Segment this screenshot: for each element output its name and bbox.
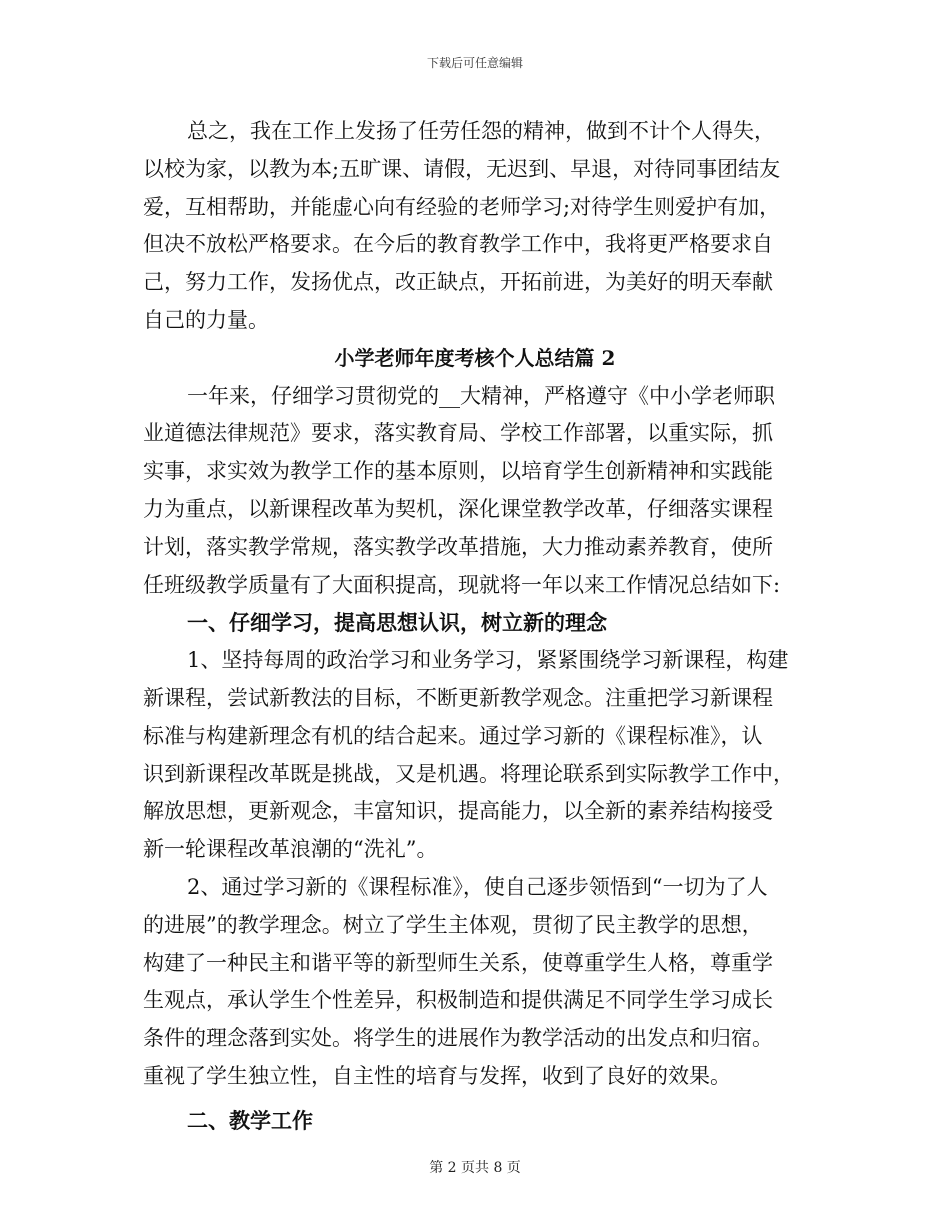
page-footer: 第 2 页共 8 页 — [429, 1160, 521, 1176]
section-title: 小学老师年度考核个人总结篇 2 — [334, 345, 616, 370]
document-body — [143, 113, 807, 1140]
paragraph-line: 标准与构建新理念有机的结合起来。通过学习新的《课程标准》，认 — [143, 723, 763, 748]
paragraph-line: 生观点，承认学生个性差异，积极制造和提供满足不同学生学习成长 — [143, 988, 773, 1013]
paragraph-line: 构建了一种民主和谐平等的新型师生关系，使尊重学生人格，尊重学 — [143, 950, 773, 975]
paragraph-line: 业道德法律规范》要求，落实教育局、学校工作部署，以重实际，抓 — [143, 421, 773, 446]
paragraph-line: 1、坚持每周的政治学习和业务学习，紧紧围绕学习新课程，构建 — [187, 648, 789, 673]
paragraph-line: 2、通过学习新的《课程标准》，使自己逐步领悟到“一切为了人 — [187, 874, 768, 899]
paragraph-line: 条件的理念落到实处。将学生的进展作为教学活动的出发点和归宿。 — [143, 1026, 773, 1051]
paragraph-line: 计划，落实教学常规，落实教学改革措施，大力推动素养教育，使所 — [143, 534, 773, 559]
paragraph-line: 实事，求实效为教学工作的基本原则，以培育学生创新精神和实践能 — [143, 459, 773, 484]
paragraph-line: 总之，我在工作上发扬了任劳任怨的精神，做到不计个人得失， — [187, 119, 775, 143]
paragraph-line: 的进展”的教学理念。树立了学生主体观，贯彻了民主教学的思想， — [143, 912, 763, 937]
paragraph-line: 新一轮课程改革浪潮的“洗礼”。 — [143, 837, 438, 862]
paragraph-line: 以校为家，以教为本;五旷课、请假，无迟到、早退，对待同事团结友 — [143, 156, 781, 181]
paragraph-line: 己，努力工作，发扬优点，改正缺点，开拓前进，为美好的明天奉献 — [143, 270, 773, 295]
paragraph-line: 但决不放松严格要求。在今后的教育教学工作中，我将更严格要求自 — [143, 232, 773, 257]
paragraph-line: 识到新课程改革既是挑战，又是机遇。将理论联系到实际教学工作中， — [143, 761, 794, 786]
paragraph-line: 任班级教学质量有了大面积提高，现就将一年以来工作情况总结如下: — [143, 572, 781, 597]
page-header: 下载后可任意编辑 — [426, 56, 523, 70]
paragraph-line: 自己的力量。 — [143, 307, 269, 332]
paragraph-line: 力为重点，以新课程改革为契机，深化课堂教学改革，仔细落实课程 — [143, 496, 773, 521]
heading-1: 一、仔细学习，提高思想认识，树立新的理念 — [187, 610, 607, 636]
paragraph-line: 解放思想，更新观念，丰富知识，提高能力，以全新的素养结构接受 — [143, 799, 773, 824]
heading-2: 二、教学工作 — [187, 1107, 313, 1133]
paragraph-line: 重视了学生独立性，自主性的培育与发挥，收到了良好的效果。 — [143, 1063, 731, 1088]
paragraph-line: 新课程，尝试新教法的目标，不断更新教学观念。注重把学习新课程 — [143, 685, 773, 710]
paragraph-line: 一年来，仔细学习贯彻党的__大精神，严格遵守《中小学老师职 — [187, 383, 775, 408]
paragraph-line: 爱，互相帮助，并能虚心向有经验的老师学习;对待学生则爱护有加， — [143, 194, 781, 219]
